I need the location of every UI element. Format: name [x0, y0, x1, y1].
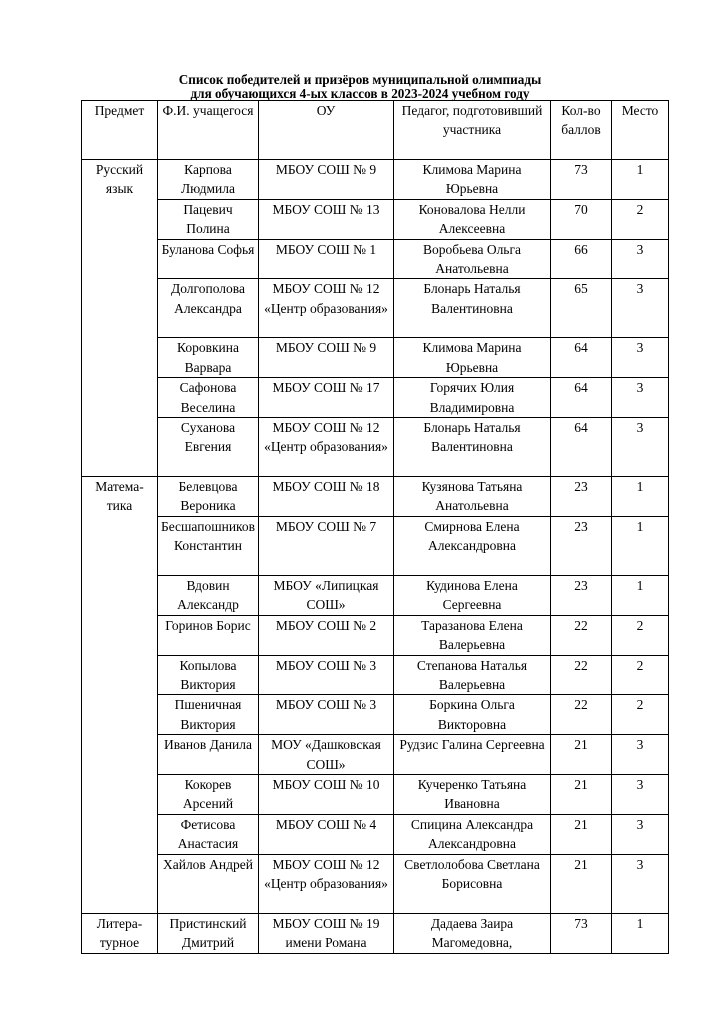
- header-school: ОУ: [259, 101, 394, 160]
- subject-cell: Литера-турное: [82, 913, 158, 953]
- subject-cell: Матема-тика: [82, 477, 158, 914]
- name-cell: Бесшапошников Константин: [158, 516, 259, 575]
- teacher-cell: Рудзис Галина Сергеевна: [394, 735, 551, 775]
- table-row: [82, 655, 669, 695]
- place-cell: 2: [612, 655, 669, 695]
- teacher-cell: Светлолобова Светлана Борисовна: [394, 854, 551, 913]
- table-row: [82, 338, 669, 378]
- name-cell: Пшеничная Виктория: [158, 695, 259, 735]
- table-row: [82, 378, 669, 418]
- place-cell: 3: [612, 814, 669, 854]
- teacher-cell: Климова Марина Юрьевна: [394, 160, 551, 200]
- header-place: Место: [612, 101, 669, 160]
- place-cell: 2: [612, 199, 669, 239]
- school-cell: МБОУ СОШ № 9: [259, 338, 394, 378]
- name-cell: Суханова Евгения: [158, 418, 259, 477]
- teacher-cell: Смирнова Елена Александровна: [394, 516, 551, 575]
- score-cell: 21: [551, 735, 612, 775]
- school-cell: МБОУ СОШ № 13: [259, 199, 394, 239]
- school-cell: МОУ «Дашковская СОШ»: [259, 735, 394, 775]
- table-row: [82, 239, 669, 279]
- score-cell: 23: [551, 575, 612, 615]
- school-cell: МБОУ СОШ № 12 «Центр образования»: [259, 854, 394, 913]
- school-cell: МБОУ СОШ № 17: [259, 378, 394, 418]
- table-row: [82, 615, 669, 655]
- name-cell: Карпова Людмила: [158, 160, 259, 200]
- place-cell: 1: [612, 160, 669, 200]
- school-cell: МБОУ СОШ № 3: [259, 655, 394, 695]
- teacher-cell: Климова Марина Юрьевна: [394, 338, 551, 378]
- results-table: [81, 100, 669, 954]
- score-cell: 70: [551, 199, 612, 239]
- table-row: [82, 160, 669, 200]
- score-cell: 22: [551, 695, 612, 735]
- school-cell: МБОУ СОШ № 1: [259, 239, 394, 279]
- subject-cell: Русский язык: [82, 160, 158, 477]
- table-row: [82, 199, 669, 239]
- place-cell: 1: [612, 575, 669, 615]
- place-cell: 3: [612, 735, 669, 775]
- school-cell: МБОУ СОШ № 12 «Центр образования»: [259, 418, 394, 477]
- school-cell: МБОУ СОШ № 12 «Центр образования»: [259, 279, 394, 338]
- school-cell: МБОУ СОШ № 19 имени Романа: [259, 913, 394, 953]
- name-cell: Коровкина Варвара: [158, 338, 259, 378]
- teacher-cell: Воробьева Ольга Анатольевна: [394, 239, 551, 279]
- school-cell: МБОУ СОШ № 7: [259, 516, 394, 575]
- teacher-cell: Спицина Александра Александровна: [394, 814, 551, 854]
- score-cell: 64: [551, 418, 612, 477]
- school-cell: МБОУ СОШ № 10: [259, 774, 394, 814]
- table-row: [82, 814, 669, 854]
- name-cell: Копылова Виктория: [158, 655, 259, 695]
- score-cell: 22: [551, 655, 612, 695]
- table-row: [82, 279, 669, 338]
- place-cell: 3: [612, 279, 669, 338]
- score-cell: 65: [551, 279, 612, 338]
- school-cell: МБОУ СОШ № 4: [259, 814, 394, 854]
- score-cell: 21: [551, 774, 612, 814]
- name-cell: Белевцова Вероника: [158, 477, 259, 517]
- teacher-cell: Кучеренко Татьяна Ивановна: [394, 774, 551, 814]
- name-cell: Фетисова Анастасия: [158, 814, 259, 854]
- teacher-cell: Горячих Юлия Владимировна: [394, 378, 551, 418]
- place-cell: 2: [612, 615, 669, 655]
- table-row: [82, 774, 669, 814]
- table-row: [82, 695, 669, 735]
- place-cell: 1: [612, 516, 669, 575]
- table-row: [82, 913, 669, 953]
- place-cell: 2: [612, 695, 669, 735]
- name-cell: Горинов Борис: [158, 615, 259, 655]
- score-cell: 23: [551, 477, 612, 517]
- score-cell: 21: [551, 854, 612, 913]
- score-cell: 66: [551, 239, 612, 279]
- header-subject: Предмет: [82, 101, 158, 160]
- name-cell: Иванов Данила: [158, 735, 259, 775]
- teacher-cell: Степанова Наталья Валерьевна: [394, 655, 551, 695]
- school-cell: МБОУ СОШ № 3: [259, 695, 394, 735]
- header-name: Ф.И. учащегося: [158, 101, 259, 160]
- table-row: [82, 418, 669, 477]
- name-cell: Буланова Софья: [158, 239, 259, 279]
- name-cell: Пристинский Дмитрий: [158, 913, 259, 953]
- place-cell: 3: [612, 239, 669, 279]
- header-teacher: Педагог, подготовивший участника: [394, 101, 551, 160]
- name-cell: Хайлов Андрей: [158, 854, 259, 913]
- teacher-cell: Блонарь Наталья Валентиновна: [394, 418, 551, 477]
- score-cell: 64: [551, 378, 612, 418]
- table-row: [82, 735, 669, 775]
- place-cell: 3: [612, 854, 669, 913]
- school-cell: МБОУ СОШ № 18: [259, 477, 394, 517]
- teacher-cell: Блонарь Наталья Валентиновна: [394, 279, 551, 338]
- document-title-line-1: Список победителей и призёров муниципальной олимпиады: [178, 72, 542, 87]
- place-cell: 1: [612, 913, 669, 953]
- place-cell: 3: [612, 338, 669, 378]
- school-cell: МБОУ СОШ № 9: [259, 160, 394, 200]
- teacher-cell: Кузянова Татьяна Анатольевна: [394, 477, 551, 517]
- table-row: [82, 477, 669, 517]
- name-cell: Кокорев Арсений: [158, 774, 259, 814]
- place-cell: 1: [612, 477, 669, 517]
- school-cell: МБОУ «Липицкая СОШ»: [259, 575, 394, 615]
- teacher-cell: Боркина Ольга Викторовна: [394, 695, 551, 735]
- teacher-cell: Кудинова Елена Сергеевна: [394, 575, 551, 615]
- place-cell: 3: [612, 774, 669, 814]
- name-cell: Вдовин Александр: [158, 575, 259, 615]
- name-cell: Долгополова Александра: [158, 279, 259, 338]
- table-row: [82, 516, 669, 575]
- table-header-row: [82, 101, 669, 160]
- teacher-cell: Таразанова Елена Валерьевна: [394, 615, 551, 655]
- score-cell: 73: [551, 160, 612, 200]
- teacher-cell: Коновалова Нелли Алексеевна: [394, 199, 551, 239]
- score-cell: 23: [551, 516, 612, 575]
- place-cell: 3: [612, 418, 669, 477]
- score-cell: 22: [551, 615, 612, 655]
- table-row: [82, 575, 669, 615]
- score-cell: 64: [551, 338, 612, 378]
- teacher-cell: Дадаева Заира Магомедовна,: [394, 913, 551, 953]
- table-row: [82, 854, 669, 913]
- name-cell: Пацевич Полина: [158, 199, 259, 239]
- score-cell: 73: [551, 913, 612, 953]
- place-cell: 3: [612, 378, 669, 418]
- name-cell: Сафонова Веселина: [158, 378, 259, 418]
- document-title-line-2: для обучающихся 4-ых классов в 2023-2024 учебном году: [190, 86, 530, 101]
- school-cell: МБОУ СОШ № 2: [259, 615, 394, 655]
- score-cell: 21: [551, 814, 612, 854]
- header-score: Кол-во баллов: [551, 101, 612, 160]
